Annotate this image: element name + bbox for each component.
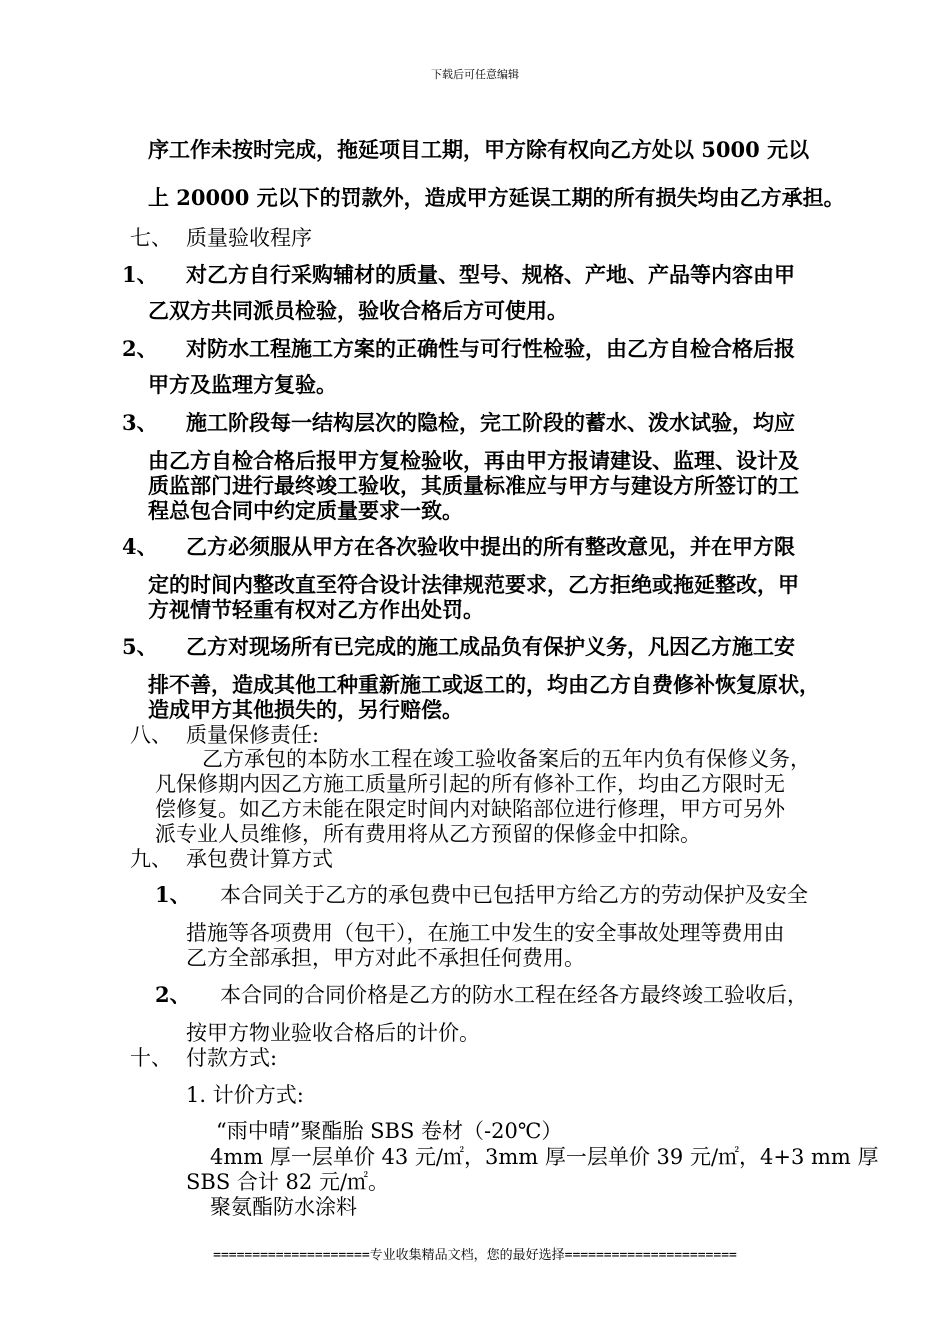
list-item-line: 本合同的合同价格是乙方的防水工程在经各方最终竣工验收后， (220, 983, 808, 1007)
paragraph-line: 1. 计价方式: (186, 1083, 304, 1107)
list-item-line: 乙方对现场所有已完成的施工成品负有保护义务，凡因乙方施工安 (186, 634, 795, 659)
list-item-line: 甲方及监理方复验。 (148, 372, 337, 397)
paragraph-line: SBS 合计 82 元/㎡。 (186, 1170, 390, 1194)
list-item-line: 定的时间内整改直至符合设计法律规范要求，乙方拒绝或拖延整改，甲 (148, 572, 799, 597)
list-item-line: 由乙方自检合格后报甲方复检验收，再由甲方报请建设、监理、设计及 (148, 448, 799, 473)
list-number: 2、 (122, 336, 158, 361)
list-item-line: 按甲方物业验收合格后的计价。 (186, 1021, 480, 1045)
page-footer: ====================专业收集精品文档，您的最好选择====================== (213, 1248, 737, 1263)
paragraph-line: “雨中晴”聚酯胎 SBS 卷材（-20℃） (216, 1119, 563, 1143)
list-item-line: 造成甲方其他损失的，另行赔偿。 (148, 697, 463, 722)
paragraph-line: 聚氨酯防水涂料 (210, 1195, 357, 1219)
list-item-line: 乙方必须服从甲方在各次验收中提出的所有整改意见，并在甲方限 (186, 534, 795, 559)
section-number: 九、 (130, 847, 172, 871)
paragraph-line: 4mm 厚一层单价 43 元/㎡，3mm 厚一层单价 39 元/㎡，4+3 mm 厚 (210, 1145, 879, 1169)
section-title: 付款方式: (186, 1046, 278, 1070)
section-number: 十、 (130, 1046, 172, 1070)
section-title: 质量保修责任: (186, 723, 320, 747)
list-item-line: 方视情节轻重有权对乙方作出处罚。 (148, 597, 484, 622)
paragraph-line: 乙方承包的本防水工程在竣工验收备案后的五年内负有保修义务， (202, 747, 811, 771)
paragraph-line: 序工作未按时完成，拖延项目工期，甲方除有权向乙方处以 5000 元以 (148, 137, 810, 162)
section-title: 质量验收程序 (186, 226, 312, 250)
list-item-line: 乙双方共同派员检验，验收合格后方可使用。 (148, 298, 568, 323)
list-item-line: 程总包合同中约定质量要求一致。 (148, 498, 463, 523)
section-number: 七、 (130, 226, 172, 250)
paragraph-line: 派专业人员维修，所有费用将从乙方预留的保修金中扣除。 (155, 822, 701, 846)
list-item-line: 本合同关于乙方的承包费中已包括甲方给乙方的劳动保护及安全 (220, 883, 808, 907)
page-header: 下载后可任意编辑 (431, 68, 519, 81)
paragraph-line: 上 20000 元以下的罚款外，造成甲方延误工期的所有损失均由乙方承担。 (148, 185, 845, 210)
section-number: 八、 (130, 723, 172, 747)
paragraph-line: 偿修复。如乙方未能在限定时间内对缺陷部位进行修理，甲方可另外 (155, 797, 785, 821)
list-number: 3、 (122, 410, 158, 435)
section-title: 承包费计算方式 (186, 847, 333, 871)
list-number: 1、 (155, 882, 191, 907)
list-number: 4、 (122, 534, 158, 559)
list-item-line: 排不善，造成其他工种重新施工或返工的，均由乙方自费修补恢复原状， (148, 672, 820, 697)
list-number: 2、 (155, 982, 191, 1007)
list-item-line: 对防水工程施工方案的正确性与可行性检验，由乙方自检合格后报 (186, 336, 795, 361)
list-number: 1、 (122, 262, 158, 287)
list-number: 5、 (122, 634, 158, 659)
list-item-line: 施工阶段每一结构层次的隐检，完工阶段的蓄水、泼水试验，均应 (186, 410, 795, 435)
list-item-line: 乙方全部承担，甲方对此不承担任何费用。 (186, 946, 585, 970)
list-item-line: 对乙方自行采购辅材的质量、型号、规格、产地、产品等内容由甲 (186, 262, 795, 287)
list-item-line: 质监部门进行最终竣工验收，其质量标准应与甲方与建设方所签订的工 (148, 473, 799, 498)
paragraph-line: 凡保修期内因乙方施工质量所引起的所有修补工作，均由乙方限时无 (155, 772, 785, 796)
list-item-line: 措施等各项费用（包干），在施工中发生的安全事故处理等费用由 (186, 921, 785, 945)
